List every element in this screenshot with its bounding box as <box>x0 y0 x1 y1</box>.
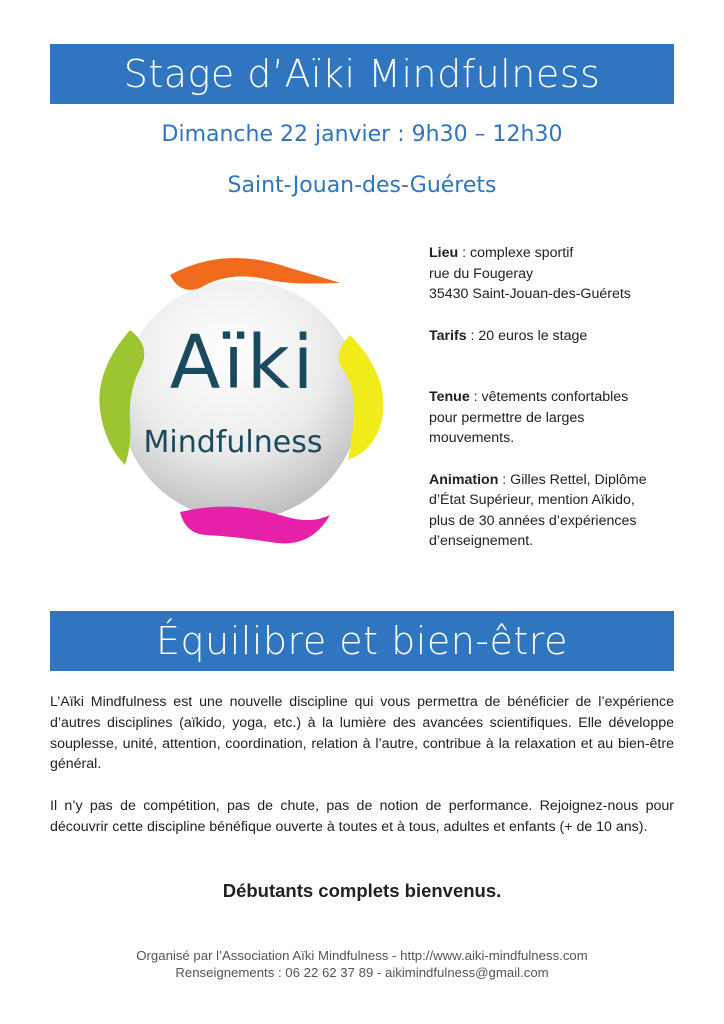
page-title: Stage d’Aïki Mindfulness <box>123 52 601 96</box>
aiki-mindfulness-logo <box>90 250 385 545</box>
description <box>50 692 674 858</box>
animation-label: Animation <box>429 471 499 488</box>
location-line: Saint-Jouan-des-Guérets <box>227 173 497 198</box>
animation-line: plus de 30 années d’expériences <box>429 512 637 529</box>
lieu-line: 35430 Saint-Jouan-des-Guérets <box>429 286 631 302</box>
lieu-line: Lieu : complexe sportif <box>429 245 574 261</box>
tenue-line: pour permettre de larges <box>429 409 585 426</box>
footer-contact: Renseignements : 06 22 62 37 89 - aikimindfulness@gmail.com <box>175 965 549 980</box>
lieu-line: rue du Fougeray <box>429 265 534 282</box>
animation-line: Animation : Gilles Rettel, Diplôme <box>429 471 647 488</box>
section-banner <box>50 611 674 671</box>
description-paragraph: Il n’y pas de compétition, pas de chute, pas de notion de performance. Rejoignez-nous pour découvrir cette discipline bénéfique ouverte à toutes et à tous, adultes et enfants (+ de 10 ans). <box>50 797 674 835</box>
tenue-line: mouvements. <box>429 430 515 446</box>
tarifs-line: Tarifs : 20 euros le stage <box>429 327 588 344</box>
logo-word-mindfulness: Mindfulness <box>143 425 323 460</box>
lieu-label: Lieu <box>429 245 459 261</box>
animation-line: d’enseignement. <box>429 533 534 549</box>
description-paragraph: L’Aïki Mindfulness est une nouvelle discipline qui vous permettra de bénéficier de l’expérience d’autres disciplines (aïkido, yoga, etc.) à la lumière des avancées scientifiques. Elle développe souplesse, unité, attention, coordination, relation à l’autre, contribue à la relaxation et au bien-être général. <box>50 694 674 773</box>
tenue-line: Tenue : vêtements confortables <box>429 389 629 405</box>
animation-line: d’État Supérieur, mention Aïkido, <box>429 492 635 508</box>
title-banner <box>50 44 674 104</box>
tarifs-label: Tarifs <box>429 327 467 344</box>
logo-word-aiki: Aïki <box>169 320 317 406</box>
date-time-line: Dimanche 22 janvier : 9h30 – 12h30 <box>161 122 563 147</box>
welcome-text: Débutants complets bienvenus. <box>222 880 502 901</box>
magenta-hand-icon <box>180 507 330 544</box>
section-title: Équilibre et bien-être <box>156 619 568 663</box>
footer-organizer: Organisé par l’Association Aïki Mindfulness - http://www.aiki-mindfulness.com <box>136 948 588 963</box>
event-info <box>429 243 684 552</box>
tenue-label: Tenue <box>429 389 470 405</box>
